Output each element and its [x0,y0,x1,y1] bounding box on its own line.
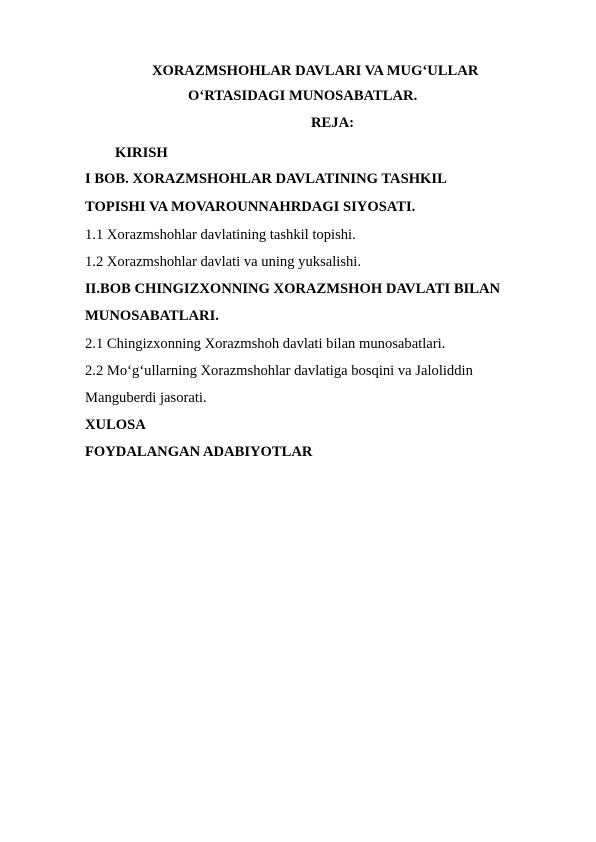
title-line-1: XORAZMSHOHLAR DAVLARI VA MUG‘ULLAR [152,63,479,79]
toc-conclusion: XULOSA [85,417,146,433]
toc-section-1-1: 1.1 Xorazmshohlar davlatining tashkil topishi. [85,227,356,243]
toc-intro: KIRISH [115,145,168,161]
toc-section-2-2-line1: 2.2 Mo‘g‘ullarning Xorazmshohlar davlatiga bosqini va Jaloliddin [85,363,473,379]
toc-chapter2-title-line1: II.BOB CHINGIZXONNING XORAZMSHOH DAVLATI BILAN [85,281,501,297]
toc-references: FOYDALANGAN ADABIYOTLAR [85,444,313,460]
toc-section-1-2: 1.2 Xorazmshohlar davlati va uning yuksalishi. [85,254,362,270]
title-line-2: O‘RTASIDAGI MUNOSABATLAR. [188,88,418,104]
toc-chapter1-title-line1: I BOB. XORAZMSHOHLAR DAVLATINING TASHKIL [85,171,447,187]
toc-chapter1-title-line2: TOPISHI VA MOVAROUNNAHRDAGI SIYOSATI. [85,199,416,215]
plan-heading: REJA: [311,115,354,131]
toc-chapter2-title-line2: MUNOSABATLARI. [85,308,219,324]
toc-section-2-2-line2: Manguberdi jasorati. [85,390,207,406]
toc-section-2-1: 2.1 Chingizxonning Xorazmshoh davlati bilan munosabatlari. [85,336,446,352]
